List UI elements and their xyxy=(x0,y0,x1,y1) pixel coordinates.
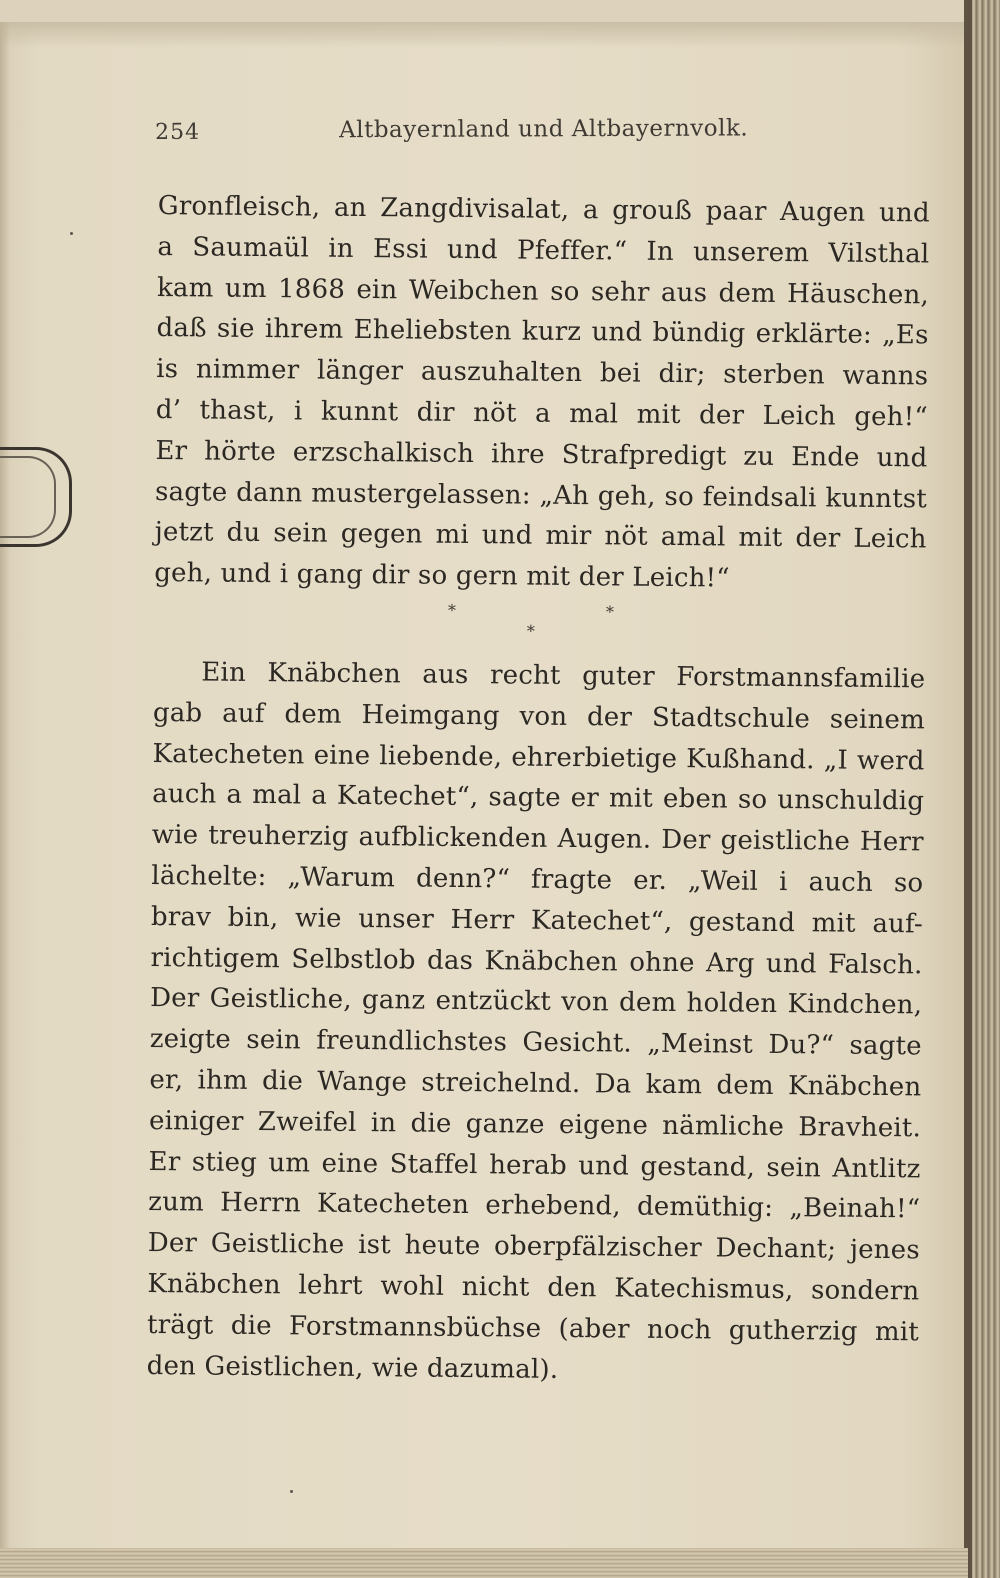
page-left-edge xyxy=(0,22,10,1556)
text-line: einiger Zweifel in die ganze eigene nämliche Bravheit. xyxy=(148,1105,922,1144)
running-head: Altbayernland und Altbayernvolk. xyxy=(339,115,749,144)
separator-asterisk: * xyxy=(447,600,457,620)
text-line: brav bin, wie unser Herr Katechet“, gestand mit auf- xyxy=(150,901,924,940)
speck xyxy=(70,232,73,235)
book-edge-right xyxy=(964,0,1000,1578)
page-header xyxy=(155,109,935,152)
text-line: trägt die Forstmannsbüchse (aber noch gutherzig mit xyxy=(146,1309,920,1348)
text-line: Knäbchen lehrt wohl nicht den Katechismus, sondern xyxy=(147,1268,920,1307)
text-line: auch a mal a Katechet“, sagte er mit eben so unschuldig xyxy=(152,779,925,817)
text-line: Katecheten eine liebende, ehrerbietige Kußhand. „I werd xyxy=(152,738,925,776)
text-line: d’ thast, i kunnt dir nöt a mal mit der Leich geh!“ xyxy=(155,394,928,433)
text-line: er, ihm die Wange streichelnd. Da kam dem Knäbchen xyxy=(149,1064,922,1103)
text-line: sagte dann mustergelassen: „Ah geh, so feindsali kunntst xyxy=(154,476,928,514)
text-line: zeigte sein freundlichstes Gesicht. „Meinst Du?“ sagte xyxy=(149,1024,922,1062)
page-number: 254 xyxy=(155,119,201,145)
text-line: richtigem Selbstlob das Knäbchen ohne Arg und Falsch. xyxy=(150,942,923,980)
body-text xyxy=(146,186,929,1394)
text-line: Ein Knäbchen aus recht guter Forstmannsfamilie xyxy=(201,657,926,695)
text-line: jetzt du sein gegen mi und mir nöt amal mit der Leich xyxy=(154,517,927,555)
text-line: a Saumaül in Essi und Pfeffer.“ In unserem Vilsthal xyxy=(157,231,930,270)
clip-mark-inner xyxy=(0,456,56,538)
speck xyxy=(290,1490,293,1493)
text-line: wie treuherzig aufblickenden Augen. Der geistliche Herr xyxy=(151,820,924,858)
text-line: Er stieg um eine Staffel herab und gestand, sein Antlitz xyxy=(148,1146,921,1184)
text-line: den Geistlichen, wie dazumal). xyxy=(146,1350,559,1385)
text-line: is nimmer länger auszuhalten bei dir; sterben wanns xyxy=(156,354,929,392)
text-line: Der Geistliche ist heute oberpfälzischer Dechant; jenes xyxy=(147,1228,920,1266)
top-shadow xyxy=(0,22,968,48)
text-line: kam um 1868 ein Weibchen so sehr aus dem Häuschen, xyxy=(156,272,930,310)
text-line: Der Geistliche, ganz entzückt von dem holden Kindchen, xyxy=(150,983,923,1021)
section-separator xyxy=(154,594,927,659)
text-line: zum Herrn Katecheten erhebend, demüthig: „Beinah!“ xyxy=(148,1187,921,1225)
separator-asterisk: * xyxy=(526,621,535,641)
book-edge-bottom xyxy=(0,1548,968,1578)
text-line: daß sie ihrem Eheliebsten kurz und bündig erklärte: „Es xyxy=(156,313,929,351)
text-line: Er hörte erzschalkisch ihre Strafpredigt zu Ende und xyxy=(155,435,928,474)
text-line: gab auf dem Heimgang von der Stadtschule seinem xyxy=(152,697,926,736)
text-line: Gronfleisch, an Zangdivisalat, a grouß paar Augen und xyxy=(157,190,930,229)
separator-asterisk: * xyxy=(605,602,615,622)
text-line: geh, und i gang dir so gern mit der Leich!“ xyxy=(154,558,730,594)
text-line: lächelte: „Warum denn?“ fragte er. „Weil i auch so xyxy=(151,860,924,899)
